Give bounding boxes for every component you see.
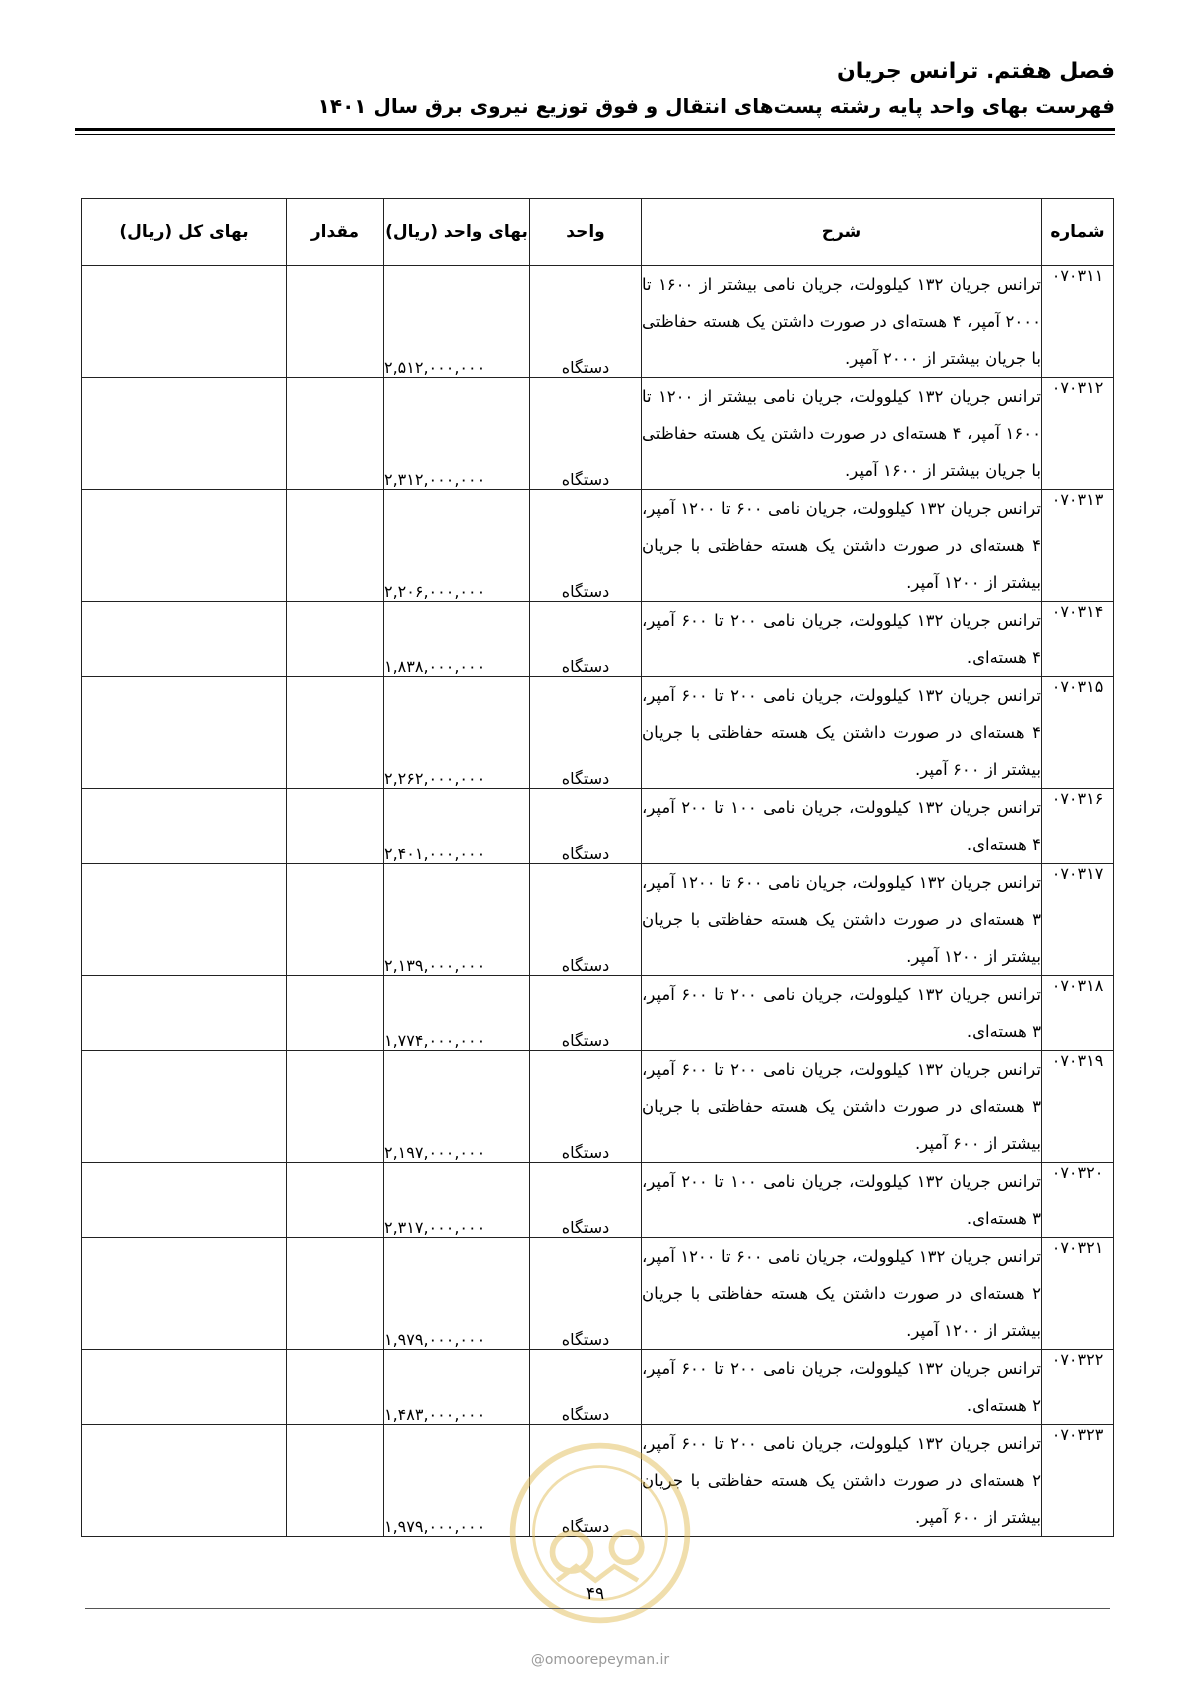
column-header-unit-price: بهای واحد (ریال) — [384, 199, 530, 266]
row-unit-price: ۱,۹۷۹,۰۰۰,۰۰۰ — [384, 1238, 530, 1350]
row-total-price — [82, 976, 287, 1051]
header-rule-thin — [75, 134, 1115, 135]
row-description: ترانس جریان ۱۳۲ کیلوولت، جریان نامی ۲۰۰ تا ۶۰۰ آمپر، ۴ هسته‌ای در صورت داشتن یک هسته حفاظتی با جریان بیشتر از ۶۰۰ آمپر. — [642, 677, 1042, 789]
column-header-code: شماره — [1042, 199, 1114, 266]
row-code: ۰۷۰۳۱۱ — [1042, 266, 1114, 378]
row-total-price — [82, 490, 287, 602]
row-unit: دستگاه — [530, 490, 642, 602]
document-subtitle: فهرست بهای واحد پایه رشته پست‌های انتقال و فوق توزیع نیروی برق سال ۱۴۰۱ — [317, 94, 1115, 118]
row-code: ۰۷۰۳۱۳ — [1042, 490, 1114, 602]
row-unit: دستگاه — [530, 1350, 642, 1425]
chapter-title: فصل هفتم. ترانس جریان — [836, 59, 1115, 84]
row-unit-price: ۲,۱۹۷,۰۰۰,۰۰۰ — [384, 1051, 530, 1163]
row-description: ترانس جریان ۱۳۲ کیلوولت، جریان نامی ۱۰۰ تا ۲۰۰ آمپر، ۴ هسته‌ای. — [642, 789, 1042, 864]
row-description: ترانس جریان ۱۳۲ کیلوولت، جریان نامی ۲۰۰ تا ۶۰۰ آمپر، ۲ هسته‌ای در صورت داشتن یک هسته حفاظتی با جریان بیشتر از ۶۰۰ آمپر. — [642, 1425, 1042, 1537]
table-row — [82, 677, 1114, 789]
page-header — [75, 55, 1115, 123]
row-unit-price: ۲,۱۳۹,۰۰۰,۰۰۰ — [384, 864, 530, 976]
row-quantity — [287, 602, 384, 677]
row-unit: دستگاه — [530, 266, 642, 378]
row-unit: دستگاه — [530, 1425, 642, 1537]
row-unit: دستگاه — [530, 1238, 642, 1350]
table-row — [82, 1051, 1114, 1163]
row-code: ۰۷۰۳۲۳ — [1042, 1425, 1114, 1537]
row-total-price — [82, 677, 287, 789]
row-unit-price: ۱,۷۷۴,۰۰۰,۰۰۰ — [384, 976, 530, 1051]
row-quantity — [287, 864, 384, 976]
row-total-price — [82, 864, 287, 976]
row-unit-price: ۱,۸۳۸,۰۰۰,۰۰۰ — [384, 602, 530, 677]
row-total-price — [82, 602, 287, 677]
row-description: ترانس جریان ۱۳۲ کیلوولت، جریان نامی ۲۰۰ تا ۶۰۰ آمپر، ۲ هسته‌ای. — [642, 1350, 1042, 1425]
row-unit: دستگاه — [530, 677, 642, 789]
row-quantity — [287, 378, 384, 490]
row-quantity — [287, 1051, 384, 1163]
row-unit-price: ۲,۳۱۲,۰۰۰,۰۰۰ — [384, 378, 530, 490]
row-unit-price: ۲,۵۱۲,۰۰۰,۰۰۰ — [384, 266, 530, 378]
row-unit-price: ۲,۳۱۷,۰۰۰,۰۰۰ — [384, 1163, 530, 1238]
row-quantity — [287, 976, 384, 1051]
row-unit-price: ۱,۴۸۳,۰۰۰,۰۰۰ — [384, 1350, 530, 1425]
row-total-price — [82, 789, 287, 864]
row-unit: دستگاه — [530, 789, 642, 864]
row-quantity — [287, 677, 384, 789]
watermark-text: @omoorepeyman.ir — [530, 1652, 670, 1668]
row-total-price — [82, 1425, 287, 1537]
footer-rule — [85, 1608, 1110, 1609]
row-code: ۰۷۰۳۱۶ — [1042, 789, 1114, 864]
row-code: ۰۷۰۳۱۲ — [1042, 378, 1114, 490]
row-unit-price: ۲,۴۰۱,۰۰۰,۰۰۰ — [384, 789, 530, 864]
row-code: ۰۷۰۳۱۹ — [1042, 1051, 1114, 1163]
row-unit-price: ۲,۲۰۶,۰۰۰,۰۰۰ — [384, 490, 530, 602]
row-code: ۰۷۰۳۱۵ — [1042, 677, 1114, 789]
column-header-unit: واحد — [530, 199, 642, 266]
row-quantity — [287, 1238, 384, 1350]
row-code: ۰۷۰۳۱۸ — [1042, 976, 1114, 1051]
row-unit: دستگاه — [530, 602, 642, 677]
row-quantity — [287, 789, 384, 864]
row-description: ترانس جریان ۱۳۲ کیلوولت، جریان نامی بیشتر از ۱۲۰۰ تا ۱۶۰۰ آمپر، ۴ هسته‌ای در صورت داشتن یک هسته حفاظتی با جریان بیشتر از ۱۶۰۰ آمپر. — [642, 378, 1042, 490]
row-code: ۰۷۰۳۱۷ — [1042, 864, 1114, 976]
row-description: ترانس جریان ۱۳۲ کیلوولت، جریان نامی ۲۰۰ تا ۶۰۰ آمپر، ۳ هسته‌ای در صورت داشتن یک هسته حفاظتی با جریان بیشتر از ۶۰۰ آمپر. — [642, 1051, 1042, 1163]
table-row — [82, 1350, 1114, 1425]
price-table-header — [82, 199, 1114, 266]
row-unit-price: ۲,۲۶۲,۰۰۰,۰۰۰ — [384, 677, 530, 789]
row-code: ۰۷۰۳۲۲ — [1042, 1350, 1114, 1425]
row-description: ترانس جریان ۱۳۲ کیلوولت، جریان نامی ۱۰۰ تا ۲۰۰ آمپر، ۳ هسته‌ای. — [642, 1163, 1042, 1238]
table-row — [82, 976, 1114, 1051]
row-unit: دستگاه — [530, 378, 642, 490]
page-number: ۴۹ — [585, 1584, 605, 1604]
column-header-description: شرح — [642, 199, 1042, 266]
table-row — [82, 864, 1114, 976]
row-unit-price: ۱,۹۷۹,۰۰۰,۰۰۰ — [384, 1425, 530, 1537]
table-row — [82, 1238, 1114, 1350]
row-quantity — [287, 1425, 384, 1537]
row-code: ۰۷۰۳۲۱ — [1042, 1238, 1114, 1350]
row-unit: دستگاه — [530, 1051, 642, 1163]
row-total-price — [82, 1051, 287, 1163]
row-description: ترانس جریان ۱۳۲ کیلوولت، جریان نامی ۶۰۰ تا ۱۲۰۰ آمپر، ۲ هسته‌ای در صورت داشتن یک هسته حفاظتی با جریان بیشتر از ۱۲۰۰ آمپر. — [642, 1238, 1042, 1350]
table-row — [82, 490, 1114, 602]
table-row — [82, 789, 1114, 864]
price-table — [81, 198, 1114, 1537]
row-unit: دستگاه — [530, 976, 642, 1051]
row-unit: دستگاه — [530, 1163, 642, 1238]
table-row — [82, 1163, 1114, 1238]
row-quantity — [287, 490, 384, 602]
row-total-price — [82, 1350, 287, 1425]
row-total-price — [82, 378, 287, 490]
price-table-body — [82, 266, 1114, 1537]
column-header-quantity: مقدار — [287, 199, 384, 266]
row-code: ۰۷۰۳۱۴ — [1042, 602, 1114, 677]
row-description: ترانس جریان ۱۳۲ کیلوولت، جریان نامی ۶۰۰ تا ۱۲۰۰ آمپر، ۳ هسته‌ای در صورت داشتن یک هسته حفاظتی با جریان بیشتر از ۱۲۰۰ آمپر. — [642, 864, 1042, 976]
row-description: ترانس جریان ۱۳۲ کیلوولت، جریان نامی ۶۰۰ تا ۱۲۰۰ آمپر، ۴ هسته‌ای در صورت داشتن یک هسته حفاظتی با جریان بیشتر از ۱۲۰۰ آمپر. — [642, 490, 1042, 602]
header-rule-thick — [75, 128, 1115, 131]
row-total-price — [82, 1163, 287, 1238]
table-row — [82, 602, 1114, 677]
table-row — [82, 266, 1114, 378]
column-header-total-price: بهای کل (ریال) — [82, 199, 287, 266]
row-total-price — [82, 1238, 287, 1350]
row-description: ترانس جریان ۱۳۲ کیلوولت، جریان نامی ۲۰۰ تا ۶۰۰ آمپر، ۴ هسته‌ای. — [642, 602, 1042, 677]
row-code: ۰۷۰۳۲۰ — [1042, 1163, 1114, 1238]
row-quantity — [287, 266, 384, 378]
row-quantity — [287, 1350, 384, 1425]
table-row — [82, 378, 1114, 490]
row-unit: دستگاه — [530, 864, 642, 976]
row-description: ترانس جریان ۱۳۲ کیلوولت، جریان نامی ۲۰۰ تا ۶۰۰ آمپر، ۳ هسته‌ای. — [642, 976, 1042, 1051]
row-quantity — [287, 1163, 384, 1238]
row-description: ترانس جریان ۱۳۲ کیلوولت، جریان نامی بیشتر از ۱۶۰۰ تا ۲۰۰۰ آمپر، ۴ هسته‌ای در صورت داشتن یک هسته حفاظتی با جریان بیشتر از ۲۰۰۰ آمپر. — [642, 266, 1042, 378]
row-total-price — [82, 266, 287, 378]
